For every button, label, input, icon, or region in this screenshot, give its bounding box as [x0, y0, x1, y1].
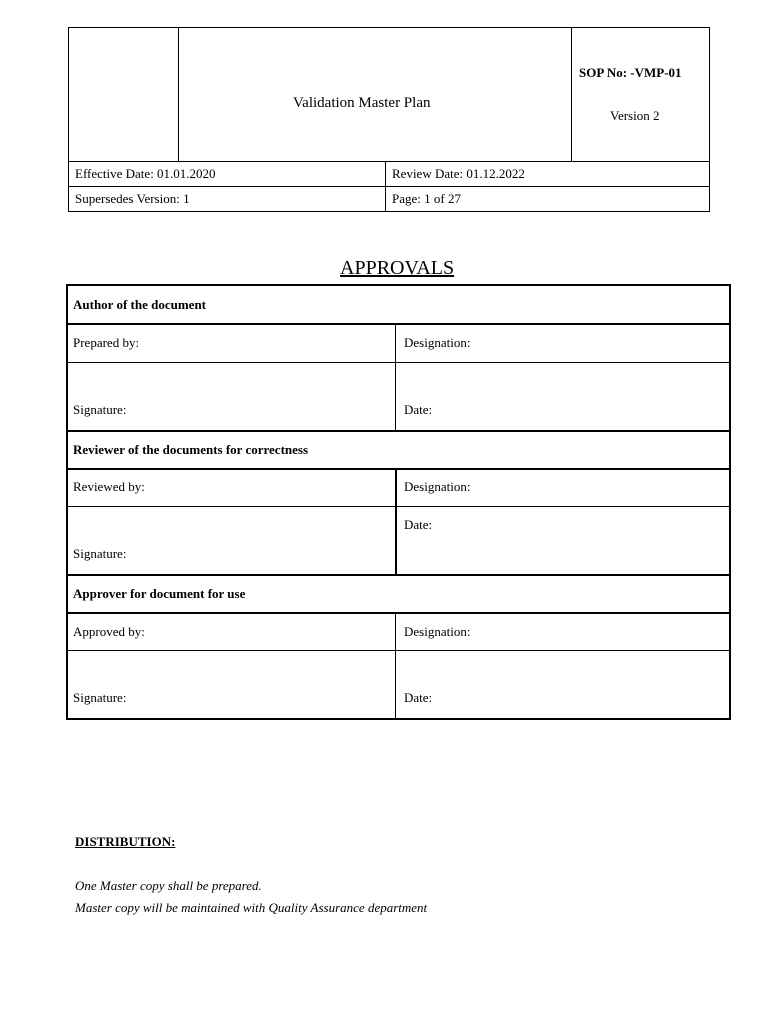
section-title-reviewer: Reviewer of the documents for correctness: [73, 442, 309, 457]
review-date: Review Date: 01.12.2022: [392, 166, 525, 181]
date-label: Date:: [404, 402, 433, 417]
section-divider: [66, 574, 731, 576]
header-divider-middle: [385, 161, 386, 212]
effective-date: Effective Date: 01.01.2020: [75, 166, 216, 181]
row-line: [66, 506, 731, 507]
header-divider-right: [571, 27, 572, 161]
designation-label: Designation:: [404, 479, 471, 494]
prepared-by-label: Prepared by:: [73, 335, 140, 350]
section-title-author: Author of the document: [73, 297, 207, 312]
signature-label: Signature:: [73, 546, 127, 561]
document-title: Validation Master Plan: [293, 95, 431, 111]
row-line: [66, 323, 731, 325]
approvals-heading: APPROVALS: [340, 257, 455, 279]
header-hline-2: [68, 186, 710, 187]
date-label: Date:: [404, 690, 433, 705]
distribution-line: Master copy will be maintained with Quality Assurance department: [75, 900, 428, 915]
section-divider: [66, 430, 731, 432]
col-divider: [395, 325, 396, 430]
col-divider: [395, 470, 397, 574]
designation-label: Designation:: [404, 624, 471, 639]
signature-label: Signature:: [73, 690, 127, 705]
designation-label: Designation:: [404, 335, 471, 350]
row-line: [66, 650, 731, 651]
row-line: [66, 612, 731, 614]
distribution-line: One Master copy shall be prepared.: [75, 878, 262, 893]
header-hline-1: [68, 161, 710, 162]
sop-number: SOP No: -VMP-01: [579, 65, 682, 80]
approvals-table: [66, 284, 731, 720]
supersedes-version: Supersedes Version: 1: [75, 191, 190, 206]
approved-by-label: Approved by:: [73, 624, 145, 639]
row-line: [66, 362, 731, 363]
version: Version 2: [610, 108, 660, 123]
row-line: [66, 468, 731, 470]
section-title-approver: Approver for document for use: [73, 586, 246, 601]
signature-label: Signature:: [73, 402, 127, 417]
reviewed-by-label: Reviewed by:: [73, 479, 145, 494]
date-label: Date:: [404, 517, 433, 532]
header-divider-left: [178, 27, 179, 161]
page-number: Page: 1 of 27: [392, 191, 461, 206]
distribution-heading: DISTRIBUTION:: [75, 834, 176, 849]
col-divider: [395, 614, 396, 718]
